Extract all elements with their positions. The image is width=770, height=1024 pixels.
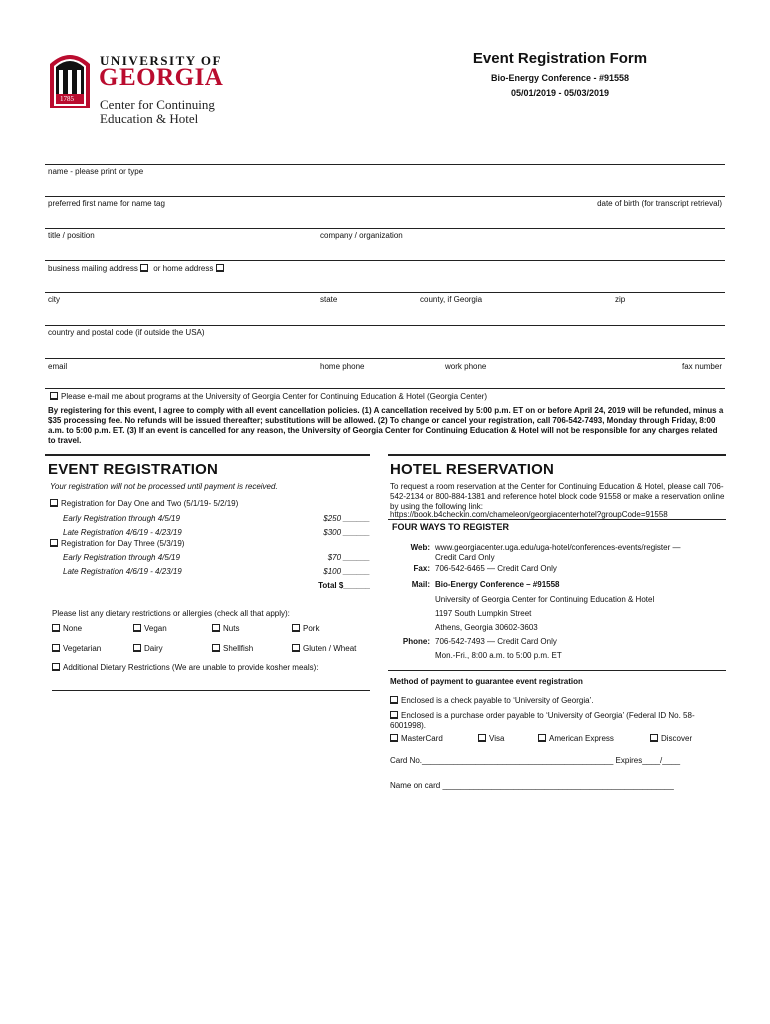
dob-label: date of birth (for transcript retrieval) bbox=[597, 199, 722, 208]
hotel-reservation-heading: HOTEL RESERVATION bbox=[390, 461, 554, 478]
card-number-field[interactable]: Card No.___________________________________________ Expires____/____ bbox=[390, 756, 681, 765]
address-type-row bbox=[48, 264, 227, 274]
logo-center-line2: Education & Hotel bbox=[100, 111, 199, 126]
card-amex[interactable] bbox=[538, 734, 614, 744]
card-discover[interactable] bbox=[650, 734, 692, 744]
diet-option-gluten[interactable] bbox=[292, 644, 356, 654]
payment-po-row bbox=[390, 711, 720, 731]
name-field-label: name - please print or type bbox=[48, 167, 144, 176]
diet-option-none[interactable] bbox=[52, 624, 82, 634]
diet-option-shellfish[interactable] bbox=[212, 644, 253, 654]
amex-label: American Express bbox=[549, 734, 614, 743]
total-amount[interactable]: Total $______ bbox=[318, 581, 370, 590]
uga-arch-logo bbox=[48, 50, 92, 110]
mail-value: Bio-Energy Conference – #91558 bbox=[435, 580, 560, 589]
hotel-intro: To request a room reservation at the Center for Continuing Education & Hotel, please call 706-542-2134 or 800-884-1381 and reference hotel block code 91558 or make a reservation online by using the following link: bbox=[390, 482, 725, 511]
name-on-card-field[interactable]: Name on card ____________________________________________________ bbox=[390, 781, 674, 790]
mail-line3: 1197 South Lumpkin Street bbox=[435, 609, 532, 618]
logo-center-line1: Center for Continuing bbox=[100, 97, 215, 112]
visa-checkbox[interactable] bbox=[478, 734, 486, 742]
diet-none-checkbox[interactable] bbox=[52, 624, 60, 632]
payment-po-label: Enclosed is a purchase order payable to ‘University of Georgia’ (Federal ID No. 58-6001998). bbox=[390, 711, 695, 730]
card-mastercard[interactable] bbox=[390, 734, 443, 744]
card-visa[interactable] bbox=[478, 734, 504, 744]
email-optin-row bbox=[50, 392, 730, 402]
event-registration-heading: EVENT REGISTRATION bbox=[48, 461, 218, 478]
email-optin-checkbox[interactable] bbox=[50, 392, 58, 400]
diet-nuts-checkbox[interactable] bbox=[212, 624, 220, 632]
additional-dietary-label: Additional Dietary Restrictions (We are unable to provide kosher meals): bbox=[63, 663, 319, 672]
hotel-booking-link[interactable]: https://book.b4checkin.com/chameleon/georgiacenterhotel?groupCode=91558 bbox=[390, 510, 668, 519]
diet-pork-label: Pork bbox=[303, 624, 320, 633]
mastercard-checkbox[interactable] bbox=[390, 734, 398, 742]
fax-number-label: fax number bbox=[681, 362, 722, 371]
mail-label: Mail: bbox=[411, 580, 430, 589]
early-reg-1-price[interactable]: $250 ______ bbox=[323, 514, 370, 523]
diet-vegan-label: Vegan bbox=[144, 624, 167, 633]
day-three-option bbox=[50, 539, 184, 549]
home-address-checkbox[interactable] bbox=[216, 264, 224, 272]
preferred-name-label: preferred first name for name tag bbox=[48, 199, 165, 208]
diet-none-label: None bbox=[63, 624, 83, 633]
day-one-two-option bbox=[50, 499, 238, 509]
email-optin-label: Please e-mail me about programs at the University of Georgia Center for Continuing Education & Hotel (Georgia Center) bbox=[61, 392, 487, 401]
conference-name: Bio-Energy Conference - #91558 bbox=[490, 73, 630, 83]
logo-university-of: UNIVERSITY OF bbox=[100, 53, 222, 68]
payment-note: Your registration will not be processed until payment is received. bbox=[50, 482, 278, 491]
dietary-prompt: Please list any dietary restrictions or allergies (check all that apply): bbox=[52, 609, 290, 618]
conference-dates: 05/01/2019 - 05/03/2019 bbox=[510, 88, 610, 98]
payment-check-label: Enclosed is a check payable to ‘University of Georgia’. bbox=[401, 696, 594, 705]
additional-dietary-row bbox=[52, 663, 319, 673]
diet-nuts-label: Nuts bbox=[223, 624, 240, 633]
amex-checkbox[interactable] bbox=[538, 734, 546, 742]
early-reg-2-price[interactable]: $70 ______ bbox=[327, 553, 370, 562]
discover-checkbox[interactable] bbox=[650, 734, 658, 742]
payment-po-checkbox[interactable] bbox=[390, 711, 398, 719]
web-label: Web: bbox=[410, 543, 430, 552]
diet-shellfish-checkbox[interactable] bbox=[212, 644, 220, 652]
business-address-label: business mailing address bbox=[48, 264, 138, 273]
diet-option-vegan[interactable] bbox=[133, 624, 167, 634]
mail-line4: Athens, Georgia 30602-3603 bbox=[435, 623, 538, 632]
country-label: country and postal code (if outside the USA) bbox=[48, 328, 205, 337]
late-reg-1-price[interactable]: $300 ______ bbox=[323, 528, 370, 537]
additional-dietary-checkbox[interactable] bbox=[52, 663, 60, 671]
visa-label: Visa bbox=[489, 734, 505, 743]
email-label: email bbox=[48, 362, 68, 371]
state-label: state bbox=[320, 295, 338, 304]
payment-heading: Method of payment to guarantee event registration bbox=[390, 677, 583, 686]
fax-label: Fax: bbox=[413, 564, 430, 573]
form-title: Event Registration Form bbox=[472, 50, 648, 67]
mail-line2: University of Georgia Center for Continuing Education & Hotel bbox=[435, 595, 655, 604]
mastercard-label: MasterCard bbox=[401, 734, 443, 743]
late-reg-2-label: Late Registration 4/6/19 - 4/23/19 bbox=[63, 567, 182, 576]
payment-check-row bbox=[390, 696, 594, 706]
early-reg-2-label: Early Registration through 4/5/19 bbox=[63, 553, 180, 562]
logo-georgia: GEORGIA bbox=[99, 64, 224, 91]
diet-option-nuts[interactable] bbox=[212, 624, 239, 634]
day-three-checkbox[interactable] bbox=[50, 539, 58, 547]
diet-shellfish-label: Shellfish bbox=[223, 644, 254, 653]
zip-label: zip bbox=[615, 295, 626, 304]
county-label: county, if Georgia bbox=[420, 295, 483, 304]
diet-gluten-label: Gluten / Wheat bbox=[303, 644, 357, 653]
business-address-checkbox[interactable] bbox=[140, 264, 148, 272]
early-reg-1-label: Early Registration through 4/5/19 bbox=[63, 514, 180, 523]
discover-label: Discover bbox=[661, 734, 693, 743]
diet-dairy-checkbox[interactable] bbox=[133, 644, 141, 652]
home-phone-label: home phone bbox=[320, 362, 365, 371]
diet-gluten-checkbox[interactable] bbox=[292, 644, 300, 652]
late-reg-2-price[interactable]: $100 ______ bbox=[323, 567, 370, 576]
phone-hours: Mon.-Fri., 8:00 a.m. to 5:00 p.m. ET bbox=[435, 651, 562, 660]
payment-check-checkbox[interactable] bbox=[390, 696, 398, 704]
diet-vegetarian-label: Vegetarian bbox=[63, 644, 102, 653]
day-one-two-label: Registration for Day One and Two (5/1/19- 5/2/19) bbox=[61, 499, 239, 508]
company-label: company / organization bbox=[320, 231, 403, 240]
title-position-label: title / position bbox=[48, 231, 95, 240]
web-value[interactable]: www.georgiacenter.uga.edu/uga-hotel/conferences-events/register — bbox=[435, 543, 681, 552]
logo-year: 1785 bbox=[60, 95, 74, 103]
cancellation-policy: By registering for this event, I agree to comply with all event cancellation policies. (1) A cancellation received by 5:00 p.m. ET on or before April 24, 2019 will be refunded, minus a $35 processing fee. No refunds will be issued thereafter; substitutions will be allowed. (2) To change or cancel your registration, call 706-542-7493, Monday through Friday, 8:00 a.m. to 5:00 p.m. ET. (3) If an event is cancelled for any reason, the University of Georgia Center for Continuing Education & Hotel will not be responsible for any charges related to travel. bbox=[48, 406, 724, 445]
diet-pork-checkbox[interactable] bbox=[292, 624, 300, 632]
diet-dairy-label: Dairy bbox=[144, 644, 163, 653]
web-value-note: Credit Card Only bbox=[435, 553, 495, 562]
diet-option-vegetarian[interactable] bbox=[52, 644, 101, 654]
phone-label: Phone: bbox=[402, 637, 430, 646]
phone-value: 706-542-7493 — Credit Card Only bbox=[435, 637, 557, 646]
day-three-label: Registration for Day Three (5/3/19) bbox=[61, 539, 185, 548]
city-label: city bbox=[48, 295, 60, 304]
four-ways-heading: FOUR WAYS TO REGISTER bbox=[392, 522, 510, 532]
home-address-label: or home address bbox=[153, 264, 214, 273]
diet-vegetarian-checkbox[interactable] bbox=[52, 644, 60, 652]
diet-option-pork[interactable] bbox=[292, 624, 319, 634]
fax-value: 706-542-6465 — Credit Card Only bbox=[435, 564, 557, 573]
diet-vegan-checkbox[interactable] bbox=[133, 624, 141, 632]
diet-option-dairy[interactable] bbox=[133, 644, 163, 654]
work-phone-label: work phone bbox=[445, 362, 487, 371]
day-one-two-checkbox[interactable] bbox=[50, 499, 58, 507]
late-reg-1-label: Late Registration 4/6/19 - 4/23/19 bbox=[63, 528, 182, 537]
